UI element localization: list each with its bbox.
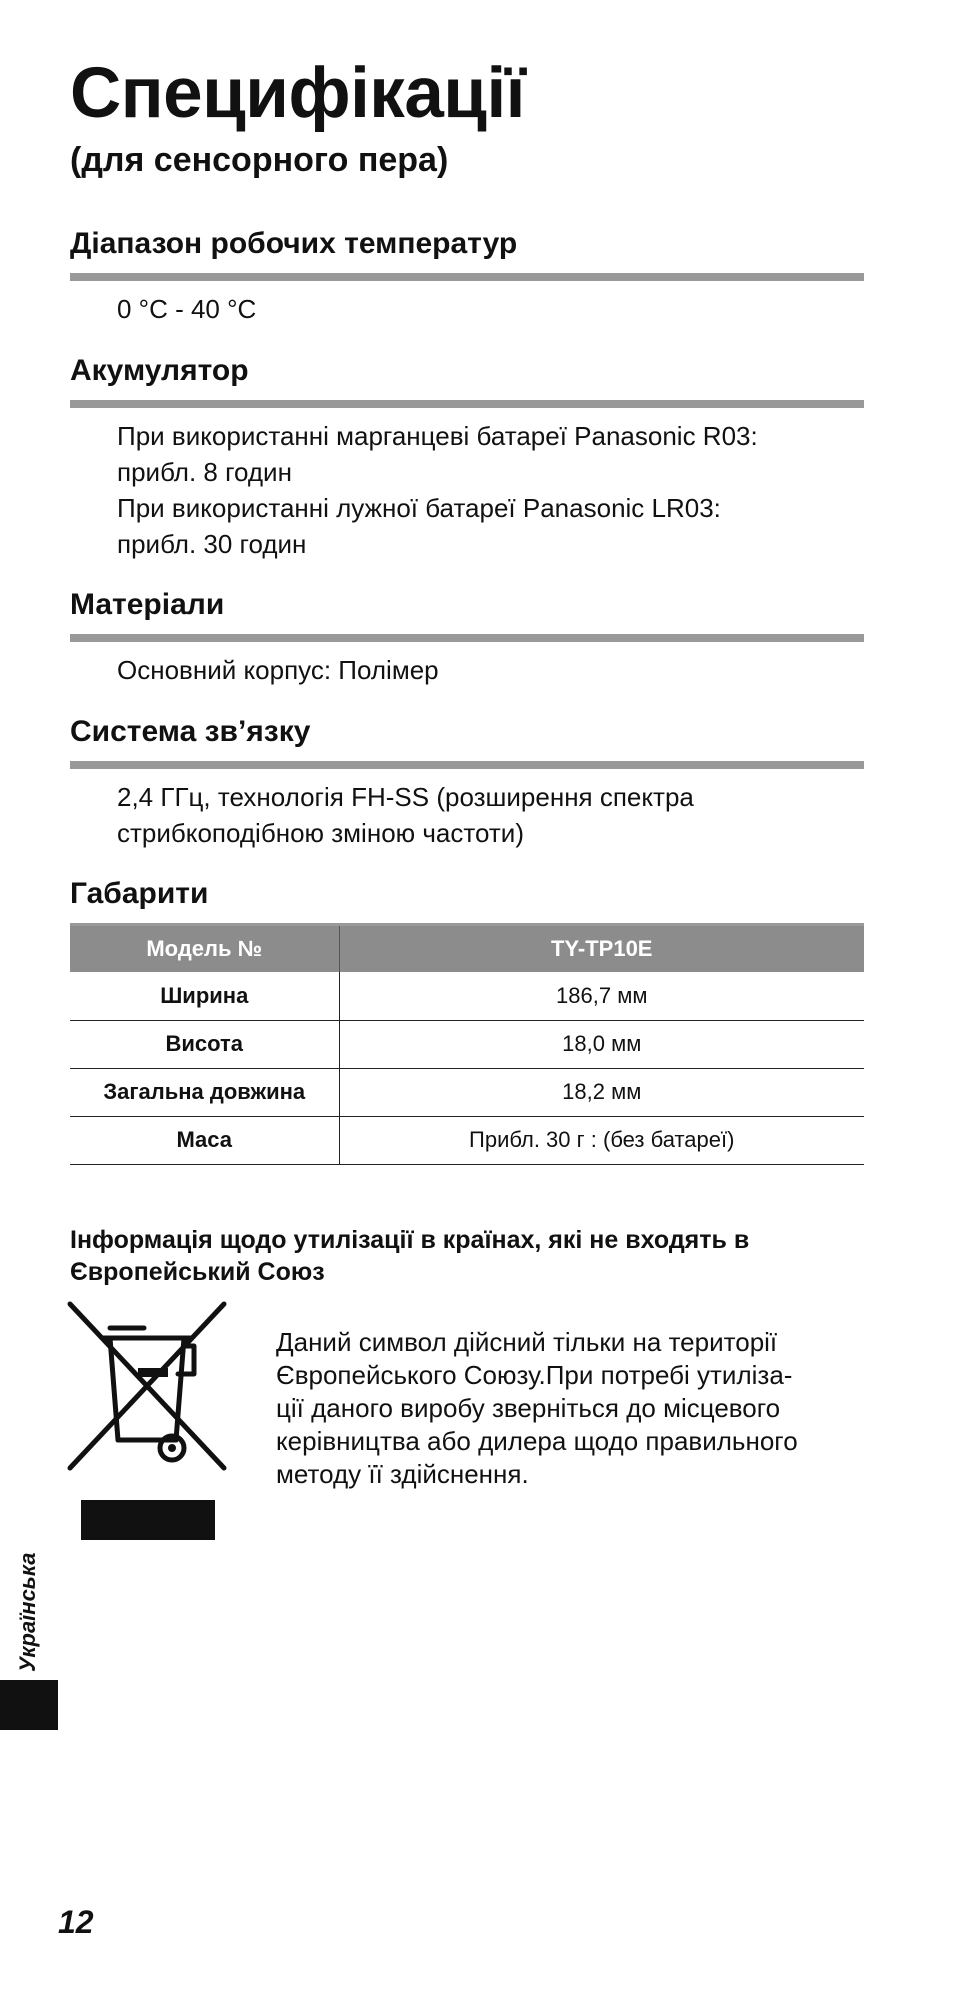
section-materials: [70, 590, 864, 688]
dimensions-table: [70, 926, 864, 1165]
disposal-heading-line: Інформація щодо утилізації в країнах, які не входять в: [70, 1226, 750, 1254]
disposal-text-line: Даний символ дійсний тільки на території: [276, 1327, 778, 1357]
body-line: прибл. 30 годин: [117, 529, 307, 559]
disposal-text-line: ції даного виробу зверніться до місцевого: [276, 1393, 781, 1423]
section-dimensions: [70, 879, 864, 931]
section-temperature: [70, 229, 864, 327]
table-row: [70, 1068, 864, 1116]
section-heading: Матеріали: [70, 590, 864, 642]
section-battery: [70, 356, 864, 562]
section-body: [70, 652, 864, 688]
disposal-text: [276, 1326, 876, 1491]
language-tab-marker: [0, 1680, 58, 1730]
body-line: 0 °C - 40 °C: [117, 294, 257, 324]
row-value: Прибл. 30 г : (без батареї): [339, 1116, 864, 1164]
row-value: 18,0 мм: [339, 1020, 864, 1068]
section-body: [70, 779, 864, 851]
disposal-heading-line: Європейський Союз: [70, 1258, 325, 1286]
row-value: 186,7 мм: [339, 972, 864, 1020]
section-heading: Система зв’язку: [70, 717, 864, 769]
section-communication: [70, 717, 864, 851]
body-line: 2,4 ГГц, технологія FH-SS (розширення спектра: [117, 782, 694, 812]
table-header-model: Модель №: [70, 926, 339, 972]
table-row: [70, 1020, 864, 1068]
disposal-text-line: керівництва або дилера щодо правильного: [276, 1426, 798, 1456]
row-label: Ширина: [70, 972, 339, 1020]
crossed-out-wheelie-bin-icon: [66, 1300, 232, 1540]
section-body: [70, 418, 864, 562]
table-header-row: [70, 926, 864, 972]
disposal-text-line: методу її здійснення.: [276, 1459, 529, 1489]
page-number: 12: [58, 1904, 94, 1940]
body-line: Основний корпус: Полімер: [117, 655, 439, 685]
section-heading: Акумулятор: [70, 356, 864, 408]
table-header-value: TY-TP10E: [339, 926, 864, 972]
disposal-heading: [70, 1224, 870, 1288]
row-label: Загальна довжина: [70, 1068, 339, 1116]
disposal-text-line: Європейського Союзу.При потребі утиліза-: [276, 1360, 793, 1390]
body-line: При використанні лужної батареї Panasonic LR03:: [117, 493, 721, 523]
row-label: Висота: [70, 1020, 339, 1068]
row-value: 18,2 мм: [339, 1068, 864, 1116]
table-row: [70, 972, 864, 1020]
row-label: Маса: [70, 1116, 339, 1164]
section-heading: Габарити: [70, 879, 864, 931]
page-title: Специфікації: [70, 54, 526, 133]
body-line: стрибкоподібною зміною частоти): [117, 818, 524, 848]
body-line: При використанні марганцеві батареї Panasonic R03:: [117, 421, 758, 451]
section-heading: Діапазон робочих температур: [70, 229, 864, 281]
table-row: [70, 1116, 864, 1164]
body-line: прибл. 8 годин: [117, 457, 292, 487]
language-label: Українська: [15, 1552, 40, 1672]
page-subtitle: (для сенсорного пера): [70, 141, 449, 179]
section-body: [70, 291, 864, 327]
